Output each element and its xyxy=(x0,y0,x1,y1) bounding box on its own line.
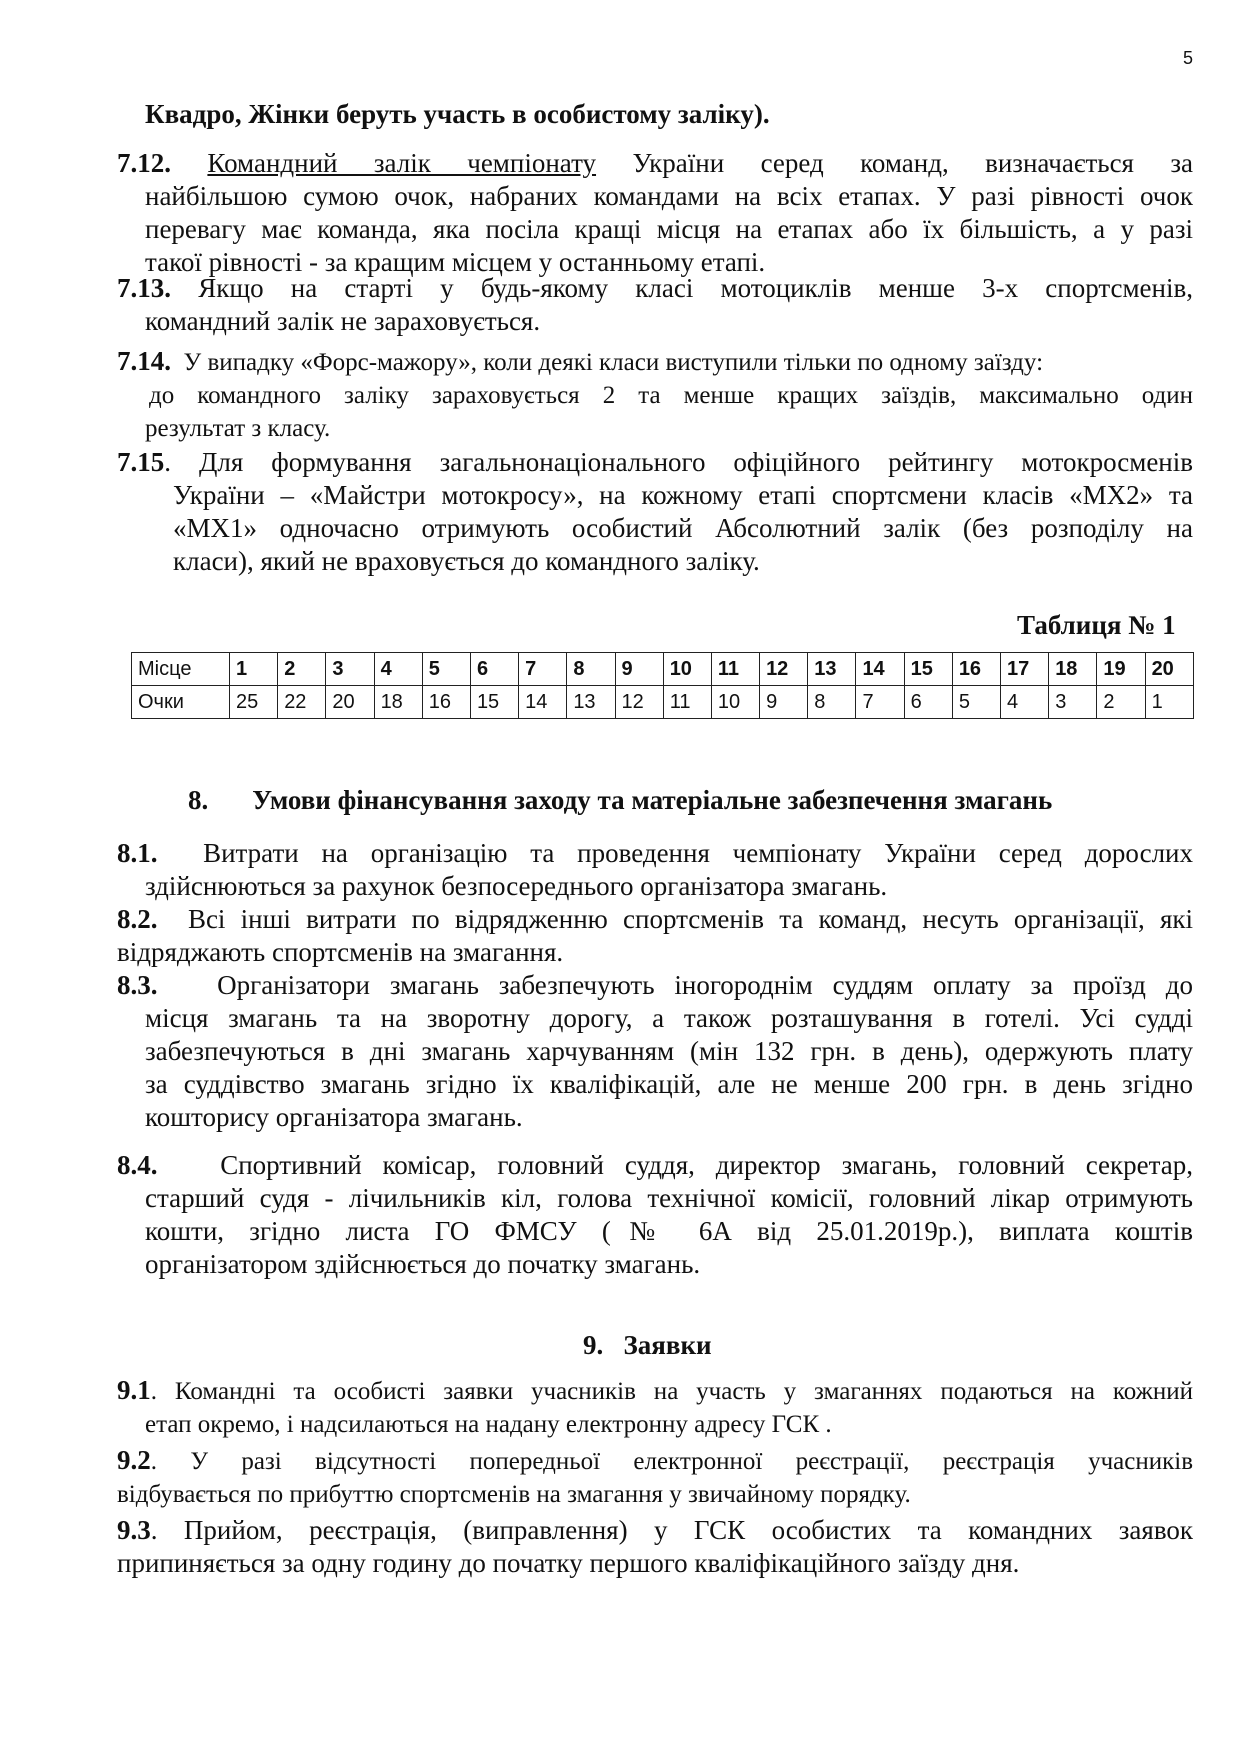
text-line xyxy=(117,1514,1193,1547)
points-cell: 1 xyxy=(1145,686,1193,719)
clause-number: 7.13. xyxy=(117,273,171,303)
text-fragment: Організатори змагань забезпечують іногороднім суддям оплату за проїзд до xyxy=(217,970,1194,1000)
clause-number: 9.3 xyxy=(117,1515,151,1545)
table-row-points xyxy=(132,686,1194,719)
text-fragment: . Для формування загальнонаціонального офіційного рейтингу мотокросменів xyxy=(164,447,1193,477)
place-cell: 3 xyxy=(326,653,374,686)
section-number: 8. xyxy=(188,785,209,815)
text-line: здійснюються за рахунок безпосереднього організатора змагань. xyxy=(145,871,888,901)
text-line xyxy=(117,345,1193,379)
points-cell: 18 xyxy=(374,686,422,719)
place-cell: 16 xyxy=(952,653,1000,686)
text-line: за суддівство змагань згідно їх кваліфікацій, але не менше 200 грн. в день згідно xyxy=(145,1069,1193,1099)
text-line xyxy=(117,837,1193,870)
text-line: України – «Майстри мотокросу», на кожному етапі спортсмени класів «MX2» та xyxy=(173,480,1193,510)
text-line xyxy=(117,903,1193,936)
underlined-term: Командний залік чемпіонату xyxy=(207,148,597,178)
clause-number: 7.14. xyxy=(117,346,171,376)
section-title: Умови фінансування заходу та матеріальне забезпечення змагань xyxy=(252,785,1053,815)
text-line xyxy=(117,1444,1193,1478)
text-line: відбувається по прибуттю спортсменів на змагання у звичайному порядку. xyxy=(117,1481,911,1508)
paragraph-8-3 xyxy=(117,969,1193,1134)
place-cell: 5 xyxy=(422,653,470,686)
text-line xyxy=(117,147,1193,180)
text-line: забезпечуються в дні змагань харчуванням (мін 132 грн. в день), одержують плату xyxy=(145,1036,1193,1066)
paragraph-7-14 xyxy=(117,345,1193,445)
points-cell: 2 xyxy=(1097,686,1145,719)
points-cell: 13 xyxy=(567,686,615,719)
text-line: найбільшою сумою очок, набраних командами на всіх етапах. У разі рівності очок xyxy=(145,181,1193,211)
paragraph-8-2 xyxy=(117,903,1193,969)
place-cell: 9 xyxy=(615,653,663,686)
text-line: до командного заліку зараховується 2 та менше кращих заїздів, максимально один xyxy=(149,382,1193,409)
place-cell: 18 xyxy=(1049,653,1097,686)
place-cell: 20 xyxy=(1145,653,1193,686)
clause-number: 9.2 xyxy=(117,1445,151,1475)
points-cell: 9 xyxy=(760,686,808,719)
paragraph-9-3 xyxy=(117,1514,1193,1580)
text-line: кошти, згідно листа ГО ФМСУ (№ 6А від 25.01.2019р.), виплата коштів xyxy=(145,1216,1193,1246)
text-line: «MX1» одночасно отримують особистий Абсолютний залік (без розподілу на xyxy=(173,513,1193,543)
text-fragment: . Прийом, реєстрація, (виправлення) у ГСК особистих та командних заявок xyxy=(150,1515,1193,1545)
text-line: командний залік не зараховується. xyxy=(145,306,541,336)
text-line: кошторису організатора змагань. xyxy=(145,1102,523,1132)
text-fragment: Якщо на старті у будь-якому класі мотоциклів менше 3-х спортсменів, xyxy=(198,273,1193,303)
points-cell: 3 xyxy=(1049,686,1097,719)
text-line: Квадро, Жінки беруть участь в особистому заліку). xyxy=(145,99,770,129)
text-line: класи), який не враховується до командного заліку. xyxy=(173,546,760,576)
text-line: старший судя - лічильників кіл, голова технічної комісії, головний лікар отримують xyxy=(145,1183,1193,1213)
points-cell: 14 xyxy=(519,686,567,719)
text-line: такої рівності - за кращим місцем у останньому етапі. xyxy=(145,247,766,277)
place-cell: 19 xyxy=(1097,653,1145,686)
points-cell: 10 xyxy=(711,686,759,719)
paragraph-7-12 xyxy=(117,147,1193,279)
clause-number: 8.3. xyxy=(117,970,158,1000)
table-row-label: Очки xyxy=(132,686,230,719)
paragraph-8-4 xyxy=(117,1149,1193,1281)
clause-number: 9.1 xyxy=(117,1375,151,1405)
place-cell: 17 xyxy=(1001,653,1049,686)
place-cell: 8 xyxy=(567,653,615,686)
section-number: 9. xyxy=(583,1330,604,1360)
points-cell: 22 xyxy=(278,686,326,719)
text-line: перевагу має команда, яка посіла кращі місця на етапах або їх більшість, а у разі xyxy=(145,214,1193,244)
points-cell: 5 xyxy=(952,686,1000,719)
clause-number: 7.12. xyxy=(117,148,171,178)
place-cell: 4 xyxy=(374,653,422,686)
section-title: Заявки xyxy=(623,1330,712,1360)
place-cell: 1 xyxy=(230,653,278,686)
place-cell: 13 xyxy=(808,653,856,686)
table-row-place xyxy=(132,653,1194,686)
place-cell: 14 xyxy=(856,653,904,686)
paragraph-7-13 xyxy=(117,272,1193,338)
place-cell: 7 xyxy=(519,653,567,686)
paragraph-7-11-tail xyxy=(145,98,1221,131)
points-cell: 20 xyxy=(326,686,374,719)
points-cell: 6 xyxy=(904,686,952,719)
points-cell: 8 xyxy=(808,686,856,719)
text-line: результат з класу. xyxy=(145,415,331,442)
points-cell: 25 xyxy=(230,686,278,719)
text-line xyxy=(117,969,1193,1002)
clause-number: 8.2. xyxy=(117,904,158,934)
text-fragment: України серед команд, визначається за xyxy=(632,148,1194,178)
place-cell: 2 xyxy=(278,653,326,686)
paragraph-9-2 xyxy=(117,1444,1193,1511)
section-9-heading xyxy=(583,1330,712,1361)
place-cell: 12 xyxy=(760,653,808,686)
text-line: організатором здійснюється до початку змагань. xyxy=(145,1249,701,1279)
paragraph-8-1 xyxy=(117,837,1193,903)
place-cell: 11 xyxy=(711,653,759,686)
place-cell: 10 xyxy=(663,653,711,686)
clause-number: 8.4. xyxy=(117,1150,158,1180)
text-line xyxy=(117,272,1193,305)
text-fragment: . Командні та особисті заявки учасників на участь у змаганнях подаються на кожний xyxy=(150,1378,1193,1405)
clause-number: 7.15 xyxy=(117,447,165,477)
points-cell: 11 xyxy=(663,686,711,719)
text-fragment: Спортивний комісар, головний суддя, директор змагань, головний секретар, xyxy=(220,1150,1193,1180)
place-cell: 15 xyxy=(904,653,952,686)
table-row-label: Місце xyxy=(132,653,230,686)
text-fragment: Витрати на організацію та проведення чемпіонату України серед дорослих xyxy=(203,838,1194,868)
section-8-heading xyxy=(188,785,1052,816)
page-number: 5 xyxy=(1183,48,1194,68)
text-line: відряджають спортсменів на змагання. xyxy=(117,937,564,967)
text-line xyxy=(117,446,1193,479)
text-fragment: . У разі відсутності попередньої електронної реєстрації, реєстрація учасників xyxy=(150,1448,1193,1475)
points-cell: 12 xyxy=(615,686,663,719)
points-table xyxy=(131,652,1194,719)
text-line: етап окремо, і надсилаються на надану електронну адресу ГСК . xyxy=(145,1411,832,1438)
place-cell: 6 xyxy=(470,653,518,686)
text-fragment: У випадку «Форс-мажору», коли деякі класи виступили тільки по одному заїзду: xyxy=(183,349,1044,376)
table-caption: Таблиця № 1 xyxy=(1017,610,1176,640)
points-cell: 15 xyxy=(470,686,518,719)
text-line: припиняється за одну годину до початку першого кваліфікаційного заїзду дня. xyxy=(117,1548,1020,1578)
points-cell: 16 xyxy=(422,686,470,719)
text-line: місця змагань та на зворотну дорогу, а також розташування в готелі. Усі судді xyxy=(145,1003,1193,1033)
points-cell: 4 xyxy=(1001,686,1049,719)
paragraph-7-15 xyxy=(117,446,1193,578)
paragraph-9-1 xyxy=(117,1374,1193,1441)
text-line xyxy=(117,1149,1193,1182)
text-fragment: Всі інші витрати по відрядженню спортсменів та команд, несуть організації, які xyxy=(187,904,1193,934)
text-line xyxy=(117,1374,1193,1408)
clause-number: 8.1. xyxy=(117,838,158,868)
points-cell: 7 xyxy=(856,686,904,719)
